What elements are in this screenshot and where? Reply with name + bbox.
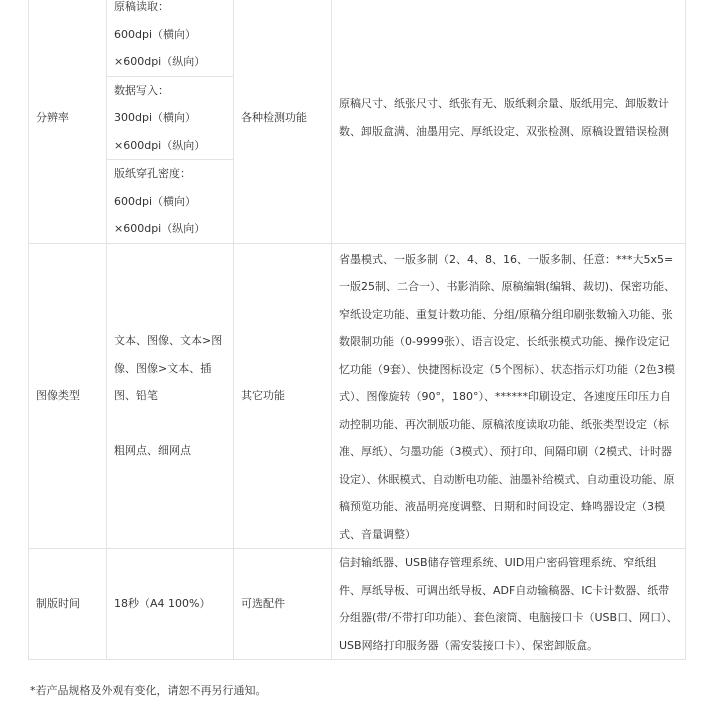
other-feature-label: 其它功能: [234, 243, 332, 549]
resolution-data-write: [107, 76, 234, 160]
resolution-perforation-title: 版纸穿孔密度：: [114, 167, 191, 180]
resolution-label: 分辨率: [29, 0, 107, 243]
image-type-dots: 粗网点、细网点: [114, 444, 191, 457]
optional-parts-value: 信封输纸器、USB储存管理系统、UID用户密码管理系统、窄纸组件、厚纸导板、可调出纸导板、ADF自动输稿器、IC卡计数器、纸带分组器(带/不带打印功能）、套色滚筒、电脑接口卡（USB口、网口）、USB网络打印服务器（需安装接口卡）、保密卸版盒。: [332, 549, 686, 660]
other-feature-value: 省墨模式、一版多制（2、4、8、16、一版多制、任意：***大5x5=一版25制、二合一）、书影消除、原稿编辑(编辑、裁切)、保密功能、窄纸设定功能、重复计数功能、分组/原稿分组印刷张数输入功能、张数限制功能（0-9999张）、语言设定、长纸张模式功能、操作设定记忆功能（9套）、快捷图标设定（5个图标）、状态指示灯功能（2色3模式）、图像旋转（90°，180°）、******印刷设定、各速度压印压力自动控制功能、再次制版功能、原稿浓度读取功能、纸张类型设定（标准、厚纸）、匀墨功能（3模式）、预打印、间隔印刷（2模式、计时器设定）、休眠模式、自动断电功能、油墨补给模式、自动重设功能、原稿预览功能、液晶明亮度调整、日期和时间设定、蜂鸣器设定（3模式、音量调整）: [332, 243, 686, 549]
table-row-resolution-1: [29, 0, 686, 76]
resolution-original-read-title: 原稿读取：: [114, 0, 169, 13]
detection-feature-value: 原稿尺寸、纸张尺寸、纸张有无、版纸剩余量、版纸用完、卸版数计数、卸版盒满、油墨用完、厚纸设定、双张检测、原稿设置错误检测: [332, 0, 686, 243]
image-type-label: 图像类型: [29, 243, 107, 549]
image-type-modes: 文本、图像、文本>图像、图像>文本、插图、铅笔: [114, 334, 223, 402]
image-type-spacer: [114, 410, 226, 438]
resolution-perforation: [107, 160, 234, 244]
detection-feature-label: 各种检测功能: [234, 0, 332, 243]
optional-parts-label: 可选配件: [234, 549, 332, 660]
resolution-data-write-vertical: ×600dpi（纵向）: [114, 138, 206, 152]
resolution-perforation-horizontal: 600dpi（横向）: [114, 194, 197, 208]
resolution-original-read-horizontal: 600dpi（横向）: [114, 27, 197, 41]
resolution-data-write-horizontal: 300dpi（横向）: [114, 111, 197, 124]
table-row-image-type: [29, 243, 686, 549]
plate-time-label: 制版时间: [29, 549, 107, 660]
plate-time-value: 18秒（A4 100%）: [107, 549, 234, 660]
image-type-value: [107, 243, 234, 549]
resolution-original-read: [107, 0, 234, 76]
resolution-original-read-vertical: ×600dpi（纵向）: [114, 55, 206, 68]
resolution-data-write-title: 数据写入：: [114, 83, 169, 97]
table-row-plate-time: [29, 549, 686, 660]
resolution-perforation-vertical: ×600dpi（纵向）: [114, 222, 206, 235]
spec-table: [28, 0, 686, 660]
footnote: *若产品规格及外观有变化，请恕不再另行通知。: [30, 684, 267, 697]
